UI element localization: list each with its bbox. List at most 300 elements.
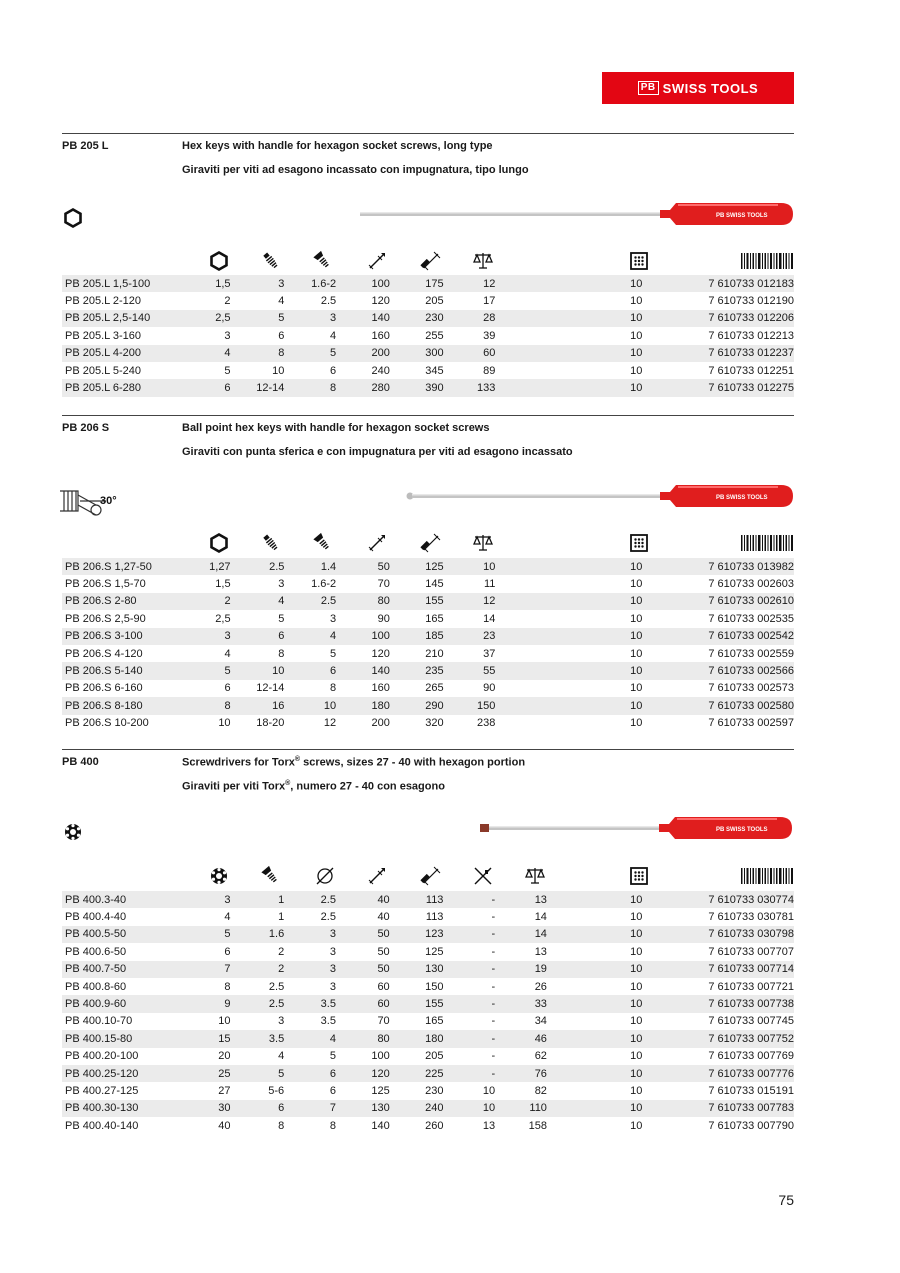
table-cell: 17 <box>483 295 496 308</box>
table-cell: 255 <box>425 329 444 342</box>
table-cell: 6 <box>230 1100 284 1117</box>
table-cell: 60 <box>336 995 390 1012</box>
article-number-cell: PB 206.S 5-140 <box>62 662 185 679</box>
handle-brand-text: PB SWISS TOOLS <box>716 827 768 833</box>
table-cell: 125 <box>390 558 444 575</box>
table-cell: 8 <box>231 345 285 362</box>
table-cell: 2 <box>278 945 285 958</box>
table-row <box>62 275 794 292</box>
table-cell: 160 <box>371 682 390 695</box>
table-cell: 2.5 <box>320 295 337 308</box>
table-cell: 76 <box>495 1065 547 1082</box>
table-cell: 10 <box>444 558 496 575</box>
table-cell: 240 <box>390 1100 444 1117</box>
table-cell: 10 <box>630 647 643 660</box>
table-cell: 4 <box>231 593 285 610</box>
table-row <box>62 1048 794 1065</box>
table-cell: 10 <box>630 911 643 924</box>
column-icons-row <box>62 865 794 887</box>
table-cell: 10 <box>495 275 642 292</box>
table-cell: 5 <box>224 364 231 377</box>
table-cell: 2 <box>185 593 231 610</box>
table-cell: 40 <box>377 911 390 924</box>
article-number-cell: PB 400.25-120 <box>62 1065 185 1082</box>
article-number-cell: PB 205.L 6-280 <box>62 379 185 396</box>
article-number-cell: PB 400.4-40 <box>65 911 127 924</box>
table-cell: 11 <box>483 578 496 591</box>
table-row <box>62 662 794 679</box>
table-cell: - <box>491 1050 496 1063</box>
torx-size-icon <box>208 865 230 887</box>
table-cell: 60 <box>444 345 496 362</box>
article-number-cell: PB 400.5-50 <box>62 926 185 943</box>
section-divider <box>62 749 794 750</box>
ean-code-cell: 7 610733 012237 <box>642 345 794 362</box>
table-cell: - <box>491 945 496 958</box>
article-number-cell: PB 205.L 3-160 <box>65 329 142 342</box>
table-cell: 10 <box>630 717 643 730</box>
table-cell: 15 <box>185 1030 231 1047</box>
table-cell: - <box>443 1030 495 1047</box>
table-cell: 8 <box>278 647 285 660</box>
table-cell: 130 <box>390 961 444 978</box>
table-row <box>62 628 794 645</box>
table-cell: 113 <box>390 891 444 908</box>
ean-code-cell: 7 610733 002559 <box>708 647 794 660</box>
blade-length-icon <box>366 250 388 272</box>
article-number-cell: PB 205.L 4-200 <box>62 345 185 362</box>
table-cell: 165 <box>425 612 444 625</box>
table-cell: 120 <box>371 647 390 660</box>
column-icons-row <box>62 532 794 554</box>
table-cell: 100 <box>336 628 390 645</box>
screw-size-icon <box>260 250 282 272</box>
ean-code-cell: 7 610733 007714 <box>642 961 794 978</box>
table-cell: 155 <box>390 593 444 610</box>
table-cell: 5-6 <box>268 1084 285 1097</box>
table-cell: 238 <box>477 717 496 730</box>
table-cell: 33 <box>495 995 547 1012</box>
table-cell: 6 <box>185 379 231 396</box>
ean-code-cell: 7 610733 030774 <box>642 891 794 908</box>
hex-key-tool-image <box>360 199 794 229</box>
table-cell: 50 <box>336 926 390 943</box>
table-cell: 8 <box>224 980 231 993</box>
table-cell: 6 <box>224 682 231 695</box>
ean-code-cell: 7 610733 015191 <box>708 1084 794 1097</box>
table-cell: 5 <box>284 345 336 362</box>
table-cell: 10 <box>495 345 642 362</box>
table-cell: 4 <box>278 1050 285 1063</box>
table-cell: 120 <box>336 1065 390 1082</box>
table-cell: 10 <box>630 1119 643 1132</box>
table-cell: 10 <box>547 961 642 978</box>
table-cell: 2.5 <box>320 911 336 924</box>
table-cell: 140 <box>371 1119 390 1132</box>
ean-code-cell: 7 610733 013982 <box>642 558 794 575</box>
table-cell: 12 <box>444 275 496 292</box>
table-cell: 3 <box>278 1015 285 1028</box>
table-cell: 19 <box>495 961 547 978</box>
logo-badge: PB <box>638 81 659 95</box>
table-cell: 6 <box>284 1065 336 1082</box>
table-row <box>62 1082 794 1099</box>
hex-size-icon <box>208 250 230 272</box>
table-cell: 155 <box>390 995 444 1012</box>
table-row <box>62 379 794 396</box>
table-cell: 10 <box>495 310 642 327</box>
article-number-cell: PB 206.S 1,27-50 <box>62 558 185 575</box>
table-cell: 230 <box>390 310 444 327</box>
table-cell: 5 <box>330 647 337 660</box>
article-number-cell: PB 400.30-130 <box>62 1100 185 1117</box>
table-cell: 345 <box>425 364 444 377</box>
table-cell: 3 <box>231 275 285 292</box>
table-cell: 6 <box>224 945 231 958</box>
ean-code-cell: 7 610733 007745 <box>708 1015 794 1028</box>
table-cell: 4 <box>224 647 231 660</box>
table-cell: 30 <box>185 1100 231 1117</box>
table-cell: 4 <box>278 295 285 308</box>
table-row <box>62 310 794 327</box>
ean-code-cell: 7 610733 012251 <box>708 364 794 377</box>
table-cell: 55 <box>444 662 496 679</box>
table-cell: 100 <box>336 275 390 292</box>
article-number-cell: PB 400.3-40 <box>62 891 185 908</box>
table-cell: 40 <box>336 891 390 908</box>
table-cell: 140 <box>336 662 390 679</box>
barcode-icon <box>740 865 794 887</box>
table-cell: 6 <box>330 364 337 377</box>
table-row <box>62 327 794 344</box>
article-number-cell: PB 400.8-60 <box>65 980 127 993</box>
table-cell: 13 <box>482 1119 496 1132</box>
table-cell: 46 <box>495 1030 547 1047</box>
table-cell: 200 <box>336 345 390 362</box>
table-cell: 3.5 <box>284 995 336 1012</box>
table-cell: 5 <box>329 1050 336 1063</box>
table-cell: 10 <box>231 662 285 679</box>
table-cell: 10 <box>443 1100 495 1117</box>
section-title-it: Giraviti con punta sferica e con impugnatura per viti ad esagono incassato <box>182 446 573 458</box>
table-cell: 3 <box>284 310 336 327</box>
table-cell: 89 <box>483 364 496 377</box>
table-cell: 125 <box>371 1084 390 1097</box>
table-cell: 28 <box>444 310 496 327</box>
table-cell: 140 <box>336 310 390 327</box>
table-cell: 62 <box>534 1050 547 1063</box>
table-cell: 4 <box>330 329 337 342</box>
table-cell: 260 <box>425 1119 444 1132</box>
article-number-cell: PB 205.L 2-120 <box>65 295 142 308</box>
table-cell: 10 <box>482 1084 496 1097</box>
table-cell: 3 <box>284 926 336 943</box>
table-cell: 10 <box>547 1100 642 1117</box>
article-number-cell: PB 400.20-100 <box>65 1050 139 1063</box>
table-cell: 6 <box>278 329 285 342</box>
overall-length-icon <box>420 250 442 272</box>
table-cell: 6 <box>329 1084 336 1097</box>
table-cell: 40 <box>218 1119 231 1132</box>
table-cell: 10 <box>495 697 642 714</box>
torx-profile-icon <box>62 821 84 843</box>
table-row <box>62 891 794 908</box>
countersunk-screw-icon <box>312 532 334 554</box>
table-cell: 10 <box>630 980 643 993</box>
table-cell: 2.5 <box>230 995 284 1012</box>
table-cell: 265 <box>425 682 444 695</box>
table-cell: 1,5 <box>185 275 231 292</box>
product-table <box>62 558 794 732</box>
table-cell: 80 <box>336 593 390 610</box>
table-cell: 14 <box>534 911 547 924</box>
handle-brand-text: PB SWISS TOOLS <box>716 213 768 219</box>
table-cell: 235 <box>390 662 444 679</box>
article-number-cell: PB 206.S 8-180 <box>62 697 185 714</box>
page-number: 75 <box>778 1192 794 1208</box>
ean-code-cell: 7 610733 007707 <box>708 945 794 958</box>
table-cell: 12 <box>444 593 496 610</box>
table-row <box>62 575 794 592</box>
table-cell: 26 <box>534 980 547 993</box>
table-cell: 1 <box>278 911 285 924</box>
section-divider <box>62 133 794 134</box>
table-cell: 165 <box>425 1015 444 1028</box>
weight-scale-icon <box>524 865 546 887</box>
table-cell: 3 <box>329 980 336 993</box>
table-cell: 180 <box>336 697 390 714</box>
table-cell: 10 <box>547 995 642 1012</box>
hex-size-icon <box>208 532 230 554</box>
angle-label: 30° <box>100 495 117 507</box>
table-row <box>62 558 794 575</box>
table-cell: 8 <box>284 379 336 396</box>
table-cell: 160 <box>371 329 390 342</box>
table-cell: 1.6-2 <box>311 578 337 591</box>
table-cell: 10 <box>284 697 336 714</box>
table-cell: 2.5 <box>284 891 336 908</box>
table-row <box>62 1065 794 1082</box>
table-cell: 60 <box>377 980 390 993</box>
table-cell: 12-14 <box>231 379 285 396</box>
table-cell: 39 <box>483 329 496 342</box>
table-cell: 133 <box>444 379 496 396</box>
ean-code-cell: 7 610733 002566 <box>642 662 794 679</box>
table-cell: - <box>443 926 495 943</box>
table-cell: 3 <box>284 961 336 978</box>
torx-screwdriver-tool-image <box>480 813 794 843</box>
section-title-en: Screwdrivers for Torx® screws, sizes 27 - 40 with hexagon portion <box>182 756 526 769</box>
table-cell: 18-20 <box>256 717 285 730</box>
table-cell: 120 <box>371 295 390 308</box>
table-cell: 2 <box>230 961 284 978</box>
ball-point-angle-icon <box>58 483 130 519</box>
table-cell: 145 <box>425 578 444 591</box>
table-row <box>62 961 794 978</box>
article-number-cell: PB 206.S 1,5-70 <box>65 578 146 591</box>
table-cell: 13 <box>495 891 547 908</box>
section-title-it: Giraviti per viti ad esagono incassato con impugnatura, tipo lungo <box>182 164 529 176</box>
table-cell: - <box>491 911 496 924</box>
table-cell: 10 <box>272 364 285 377</box>
table-cell: - <box>443 1065 495 1082</box>
table-row <box>62 610 794 627</box>
table-cell: 3 <box>329 945 336 958</box>
screw-size-icon <box>260 865 282 887</box>
table-cell: 90 <box>483 682 496 695</box>
ean-code-cell: 7 610733 012190 <box>708 295 794 308</box>
article-number-cell: PB 400.6-50 <box>65 945 127 958</box>
article-number-cell: PB 400.9-60 <box>62 995 185 1012</box>
table-cell: 300 <box>390 345 444 362</box>
table-cell: 8 <box>330 682 337 695</box>
article-number-cell: PB 400.40-140 <box>65 1119 139 1132</box>
section-code: PB 205 L <box>62 140 109 152</box>
table-cell: 10 <box>630 1084 643 1097</box>
table-row <box>62 292 794 309</box>
packaging-quantity-icon <box>628 532 650 554</box>
table-cell: 23 <box>444 628 496 645</box>
table-cell: 9 <box>185 995 231 1012</box>
column-icons-row <box>62 250 794 272</box>
ball-hex-key-tool-image <box>406 481 794 511</box>
table-cell: 25 <box>185 1065 231 1082</box>
table-row <box>62 697 794 714</box>
overall-length-icon <box>420 532 442 554</box>
article-number-cell: PB 400.15-80 <box>62 1030 185 1047</box>
table-cell: 2.5 <box>284 593 336 610</box>
table-cell: 280 <box>336 379 390 396</box>
table-cell: 100 <box>371 1050 390 1063</box>
ean-code-cell: 7 610733 007790 <box>708 1119 794 1132</box>
ean-code-cell: 7 610733 030781 <box>708 911 794 924</box>
ean-code-cell: 7 610733 007721 <box>708 980 794 993</box>
article-number-cell: PB 400.10-70 <box>65 1015 133 1028</box>
section-pb-205-l <box>62 133 794 393</box>
table-cell: 185 <box>390 628 444 645</box>
table-cell: 90 <box>377 612 390 625</box>
table-cell: 12 <box>323 717 337 730</box>
table-row <box>62 715 794 732</box>
table-cell: 2.5 <box>231 558 285 575</box>
brand-logo <box>602 72 794 104</box>
table-row <box>62 1100 794 1117</box>
table-cell: - <box>491 1015 496 1028</box>
table-cell: 10 <box>495 662 642 679</box>
table-cell: 205 <box>425 1050 444 1063</box>
product-table <box>62 891 794 1134</box>
table-cell: 158 <box>528 1119 547 1132</box>
ean-code-cell: 7 610733 002603 <box>708 578 794 591</box>
table-cell: 7 <box>284 1100 336 1117</box>
table-cell: 5 <box>185 662 231 679</box>
hexagon-portion-icon <box>472 865 494 887</box>
table-row <box>62 1117 794 1134</box>
ean-code-cell: 7 610733 007783 <box>642 1100 794 1117</box>
article-number-cell: PB 400.7-50 <box>62 961 185 978</box>
table-cell: 8 <box>278 1119 285 1132</box>
table-cell: 10 <box>547 891 642 908</box>
table-cell: 240 <box>371 364 390 377</box>
table-cell: 10 <box>630 612 643 625</box>
packaging-quantity-icon <box>628 865 650 887</box>
table-cell: 290 <box>390 697 444 714</box>
table-row <box>62 1013 794 1030</box>
table-cell: 10 <box>495 593 642 610</box>
section-title-it: Giraviti per viti Torx®, numero 27 - 40 con esagono <box>182 780 445 793</box>
table-cell: 10 <box>495 558 642 575</box>
ean-code-cell: 7 610733 007752 <box>642 1030 794 1047</box>
article-number-cell: PB 206.S 6-160 <box>65 682 143 695</box>
table-row <box>62 345 794 362</box>
table-cell: 50 <box>336 558 390 575</box>
table-row <box>62 995 794 1012</box>
table-cell: 70 <box>377 578 390 591</box>
table-cell: 4 <box>224 911 231 924</box>
table-cell: 5 <box>185 926 231 943</box>
ean-code-cell: 7 610733 002580 <box>642 697 794 714</box>
table-cell: 3.5 <box>320 1015 336 1028</box>
countersunk-screw-icon <box>312 250 334 272</box>
table-cell: 2,5 <box>185 310 231 327</box>
table-cell: 80 <box>336 1030 390 1047</box>
article-number-cell: PB 206.S 4-120 <box>65 647 143 660</box>
article-number-cell: PB 205.L 5-240 <box>65 364 142 377</box>
table-cell: 3 <box>278 578 285 591</box>
article-number-cell: PB 205.L 1,5-100 <box>62 275 185 292</box>
packaging-quantity-icon <box>628 250 650 272</box>
ean-code-cell: 7 610733 012206 <box>642 310 794 327</box>
table-cell: 1 <box>230 891 284 908</box>
table-cell: 150 <box>444 697 496 714</box>
table-cell: 7 <box>185 961 231 978</box>
table-cell: 10 <box>630 1050 643 1063</box>
table-cell: 20 <box>218 1050 231 1063</box>
blade-length-icon <box>366 532 388 554</box>
table-cell: 2 <box>224 295 231 308</box>
table-cell: 10 <box>630 578 643 591</box>
table-row <box>62 645 794 662</box>
section-code: PB 206 S <box>62 422 110 434</box>
ean-code-cell: 7 610733 002610 <box>642 593 794 610</box>
ean-code-cell: 7 610733 002535 <box>708 612 794 625</box>
table-cell: 10 <box>218 717 231 730</box>
table-cell: 14 <box>483 612 496 625</box>
table-row <box>62 680 794 697</box>
table-cell: 37 <box>483 647 496 660</box>
table-cell: 10 <box>630 364 643 377</box>
table-cell: 14 <box>495 926 547 943</box>
table-cell: 123 <box>390 926 444 943</box>
table-cell: 10 <box>495 379 642 396</box>
table-cell: 13 <box>534 945 547 958</box>
table-cell: 50 <box>377 945 390 958</box>
table-cell: 8 <box>185 697 231 714</box>
table-cell: 70 <box>377 1015 390 1028</box>
ean-code-cell: 7 610733 007776 <box>642 1065 794 1082</box>
section-code: PB 400 <box>62 756 99 768</box>
table-cell: 125 <box>425 945 444 958</box>
article-number-cell: PB 206.S 3-100 <box>62 628 185 645</box>
table-cell: 1.6 <box>230 926 284 943</box>
table-cell: 27 <box>218 1084 231 1097</box>
table-cell: 210 <box>425 647 444 660</box>
table-cell: 3.5 <box>230 1030 284 1047</box>
table-row <box>62 362 794 379</box>
table-cell: 3 <box>330 612 337 625</box>
table-cell: 10 <box>630 1015 643 1028</box>
table-cell: 5 <box>278 612 285 625</box>
